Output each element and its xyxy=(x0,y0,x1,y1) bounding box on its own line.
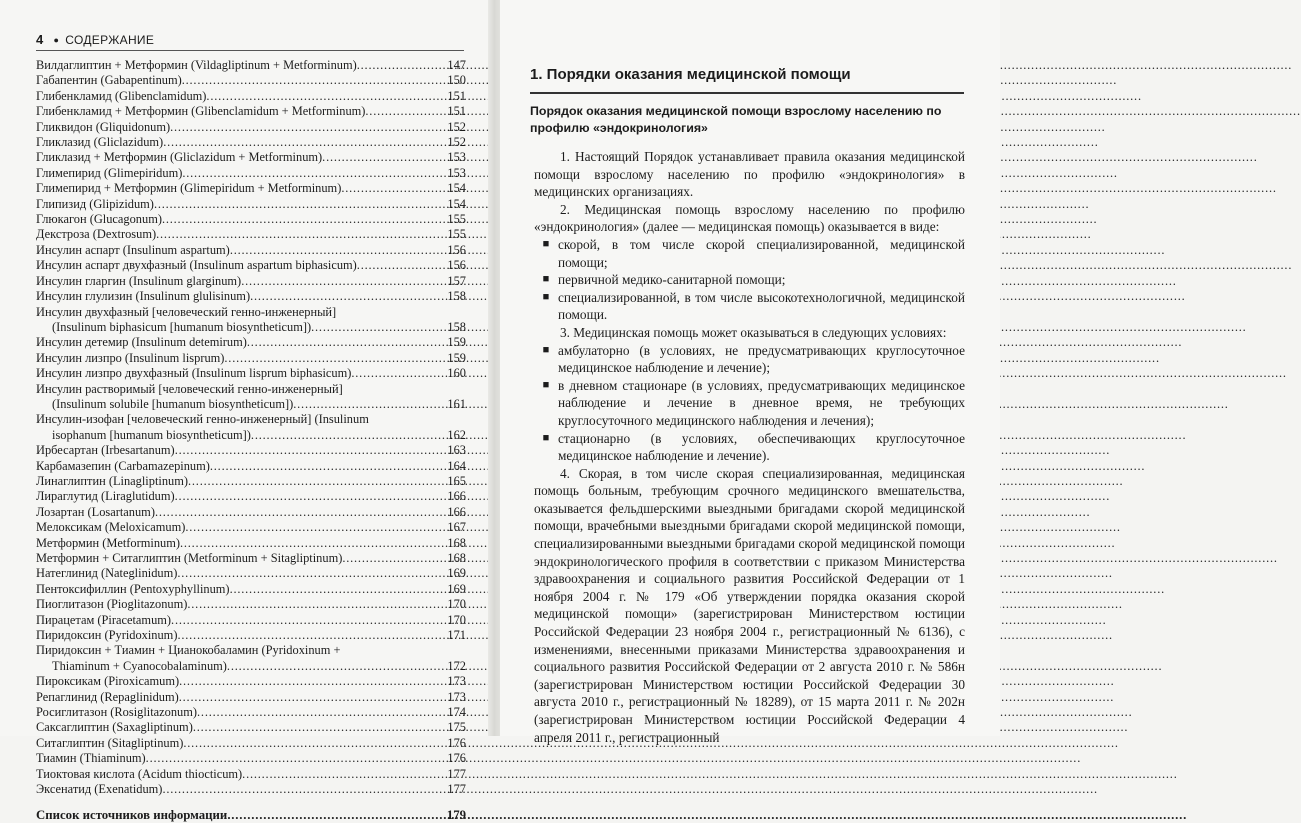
toc-entry-title: Thiaminum + Cyanocobalaminum) xyxy=(52,658,227,673)
toc-entry-title: Глимепирид + Метформин (Glimepiridum + Metforminum) xyxy=(36,181,342,196)
toc-entry xyxy=(36,659,466,674)
dot-leader xyxy=(154,197,442,212)
toc-entry-title: isophanum [humanum biosyntheticum]) xyxy=(52,427,251,442)
dot-leader xyxy=(146,751,442,766)
toc-entry xyxy=(36,289,466,304)
toc-page-number: 162 xyxy=(447,427,466,442)
paragraph-1: 1. Настоящий Порядок устанавливает правила оказания медицинской помощи взрослому населению по профилю «эндокринология» в медицинских организациях. xyxy=(534,149,965,200)
toc-page-number: 168 xyxy=(447,551,466,565)
toc-page-number: 155 xyxy=(447,212,466,227)
toc-entry xyxy=(36,258,466,273)
toc-page-number: 163 xyxy=(447,443,466,458)
toc-page-number: 176 xyxy=(447,735,466,750)
toc-entry-title: Инсулин лизпро (Insulinum lisprum) xyxy=(36,350,225,365)
toc-entry xyxy=(36,536,466,551)
dot-leader xyxy=(242,767,442,782)
toc-entry xyxy=(36,382,466,397)
dot-leader xyxy=(162,782,442,797)
dot-leader xyxy=(182,73,442,88)
toc-entry-title: Глипизид (Glipizidum) xyxy=(36,196,154,211)
toc-entry xyxy=(36,104,466,119)
toc-entry-title: Пентоксифиллин (Pentoxyphyllinum) xyxy=(36,581,230,596)
toc-page-number: 177 xyxy=(447,782,466,797)
dot-leader xyxy=(177,566,442,581)
toc-page-number: 159 xyxy=(447,350,466,365)
toc-entry xyxy=(36,782,466,797)
toc-page-number: 165 xyxy=(447,473,466,488)
dot-leader xyxy=(227,808,442,823)
toc-entry-title: Пирацетам (Piracetamum) xyxy=(36,612,172,627)
dot-leader xyxy=(351,366,442,381)
toc-entry-title: Метформин + Ситаглиптин (Metforminum + Sitagliptinum) xyxy=(36,551,343,565)
toc-entry xyxy=(36,751,466,766)
toc-entry-title: Гликлазид + Метформин (Gliclazidum + Metforminum) xyxy=(36,150,323,165)
toc-page-number: 173 xyxy=(447,674,466,689)
toc-entry-title: Эксенатид (Exenatidum) xyxy=(36,782,163,797)
list-item: ■ стационарно (в условиях, обеспечивающих круглосуточное медицинское наблюдение и лечение). xyxy=(534,430,965,465)
toc-page-number: 169 xyxy=(447,581,466,596)
dot-leader xyxy=(357,58,442,73)
list-item: ■ специализированной, в том числе высокотехнологичной, медицинской помощи. xyxy=(534,289,965,324)
toc-page-number: 156 xyxy=(447,258,466,273)
toc-entry xyxy=(36,628,466,643)
toc-page-number: 168 xyxy=(447,535,466,550)
toc-entry xyxy=(36,305,466,320)
toc-entry-title: Инсулин двухфазный [человеческий генно-инженерный] xyxy=(36,304,337,319)
toc-entry xyxy=(36,551,466,566)
dot-leader xyxy=(175,443,442,458)
dot-leader xyxy=(230,582,442,597)
toc-entry xyxy=(36,181,466,196)
toc-page-number: 166 xyxy=(447,489,466,504)
toc-page-number: 152 xyxy=(447,119,466,134)
dot-leader xyxy=(162,212,442,227)
dot-leader xyxy=(193,720,442,735)
toc-page-number: 159 xyxy=(447,335,466,350)
toc-entry-title: Пиридоксин (Pyridoxinum) xyxy=(36,628,178,643)
toc-entry-title: Лозартан (Losartanum) xyxy=(36,504,155,519)
bullet-square-icon: ■ xyxy=(542,343,550,356)
toc-entry-title: Глюкагон (Glucagonum) xyxy=(36,212,162,227)
toc-entry-title: Натеглинид (Nateglinidum) xyxy=(36,566,178,581)
toc-entry-title: Инсулин гларгин (Insulinum glarginum) xyxy=(36,273,242,288)
toc-page-number: 172 xyxy=(447,658,466,673)
toc-entry-title: Пиоглитазон (Pioglitazonum) xyxy=(36,597,188,612)
toc-page-number: 160 xyxy=(447,366,466,381)
dot-leader xyxy=(170,120,442,135)
bullet-square-icon: ■ xyxy=(542,237,550,250)
list-item: ■ амбулаторно (в условиях, не предусматривающих круглосуточное медицинское наблюдение и лечение); xyxy=(534,342,965,377)
toc-entry-title: Инсулин растворимый [человеческий генно-инженерный] xyxy=(36,381,343,396)
toc-entry-title: Ирбесартан (Irbesartanum) xyxy=(36,443,175,458)
list-item: ■ скорой, в том числе скорой специализированной, медицинской помощи; xyxy=(534,236,965,271)
toc-entry-title: Мелоксикам (Meloxicamum) xyxy=(36,520,186,535)
toc-page-number: 167 xyxy=(447,520,466,535)
toc-entry xyxy=(36,320,466,335)
toc-entry xyxy=(36,505,466,520)
dot-leader xyxy=(247,335,442,350)
toc-entry-title: Лираглутид (Liraglutidum) xyxy=(36,489,175,504)
toc-entry xyxy=(36,443,466,458)
toc-entry xyxy=(36,351,466,366)
toc-page-number: 175 xyxy=(447,720,466,735)
toc-entry-title: Гликвидон (Gliquidonum) xyxy=(36,119,171,134)
section-divider xyxy=(530,92,964,94)
subsection-title: Порядок оказания медицинской помощи взрослому населению по профилю «эндокринология» xyxy=(530,104,942,135)
toc-entry xyxy=(36,212,466,227)
toc-entry xyxy=(36,808,466,823)
bullet-square-icon: ■ xyxy=(542,273,550,286)
dot-leader xyxy=(241,274,442,289)
list-item: ■ в дневном стационаре (в условиях, предусматривающих медицинское наблюдение и лечение в дневное время, не требующих круглосуточного медицинского наблюдения и лечения); xyxy=(534,377,965,430)
dot-leader xyxy=(250,289,442,304)
toc-entry xyxy=(36,120,466,135)
toc-page-number: 158 xyxy=(447,289,466,304)
dot-leader xyxy=(179,690,442,705)
section-label: СОДЕРЖАНИЕ xyxy=(65,32,155,47)
dot-leader xyxy=(293,397,442,412)
left-page xyxy=(0,0,490,822)
toc-entry xyxy=(36,397,466,412)
toc-entry xyxy=(36,58,466,73)
dot-leader xyxy=(179,674,442,689)
toc-entry-title: Саксаглиптин (Saxagliptinum) xyxy=(36,720,193,735)
toc-entry-title: Карбамазепин (Carbamazepinum) xyxy=(36,458,210,473)
toc-entry xyxy=(36,736,466,751)
toc-entry xyxy=(36,89,466,104)
toc-entry xyxy=(36,459,466,474)
toc-entry-title: Инсулин аспарт двухфазный (Insulinum aspartum biphasicum) xyxy=(36,258,357,273)
toc-page-number: 155 xyxy=(447,227,466,242)
toc-entry-title: Инсулин глулизин (Insulinum glulisinum) xyxy=(36,289,251,304)
toc-entry xyxy=(36,566,466,581)
toc-entry-title: Инсулин детемир (Insulinum detemirum) xyxy=(36,335,247,350)
toc-entry-title: Инсулин-изофан [человеческий генно-инженерный] (Insulinum xyxy=(36,412,369,427)
dot-leader xyxy=(163,135,442,150)
toc-page-number: 176 xyxy=(447,751,466,766)
dot-leader xyxy=(251,428,442,443)
toc-entry-title: Вилдаглиптин + Метформин (Vildagliptinum + Metforminum) xyxy=(36,58,357,72)
paragraph-2: 2. Медицинская помощь взрослому населению по профилю «эндокринология» (далее — медицинская помощь) оказывается в виде: xyxy=(534,201,965,235)
dot-leader xyxy=(342,551,442,566)
toc-entry-title: Глибенкламид + Метформин (Glibenclamidum + Metforminum) xyxy=(36,104,366,119)
toc-entry xyxy=(36,690,466,705)
toc-page-number: 154 xyxy=(447,196,466,211)
toc-page-number: 157 xyxy=(447,273,466,288)
toc-page-number: 153 xyxy=(447,150,466,165)
dot-leader xyxy=(365,104,442,119)
toc-page-number: 174 xyxy=(447,705,466,720)
dot-leader xyxy=(206,89,442,104)
dot-leader xyxy=(175,489,442,504)
toc-entry xyxy=(36,520,466,535)
toc-page-number: 177 xyxy=(447,766,466,781)
toc-page-number: 156 xyxy=(447,242,466,257)
section-title: 1. Порядки оказания медицинской помощи xyxy=(530,66,851,83)
dot-leader xyxy=(188,474,442,489)
toc-entry xyxy=(36,643,466,658)
bullet-square-icon: ■ xyxy=(542,378,550,391)
page-header xyxy=(36,32,154,47)
list-item: ■ первичной медико-санитарной помощи; xyxy=(534,271,965,289)
dot-leader xyxy=(180,536,442,551)
toc-entry-title: Тиоктовая кислота (Acidum thiocticum) xyxy=(36,766,243,781)
bullet-square-icon: ■ xyxy=(542,290,550,303)
toc-page-number: 151 xyxy=(447,104,466,119)
toc-entry-title: Глимепирид (Glimepiridum) xyxy=(36,165,183,180)
toc-entry-title: Линаглиптин (Linagliptinum) xyxy=(36,473,188,488)
dot-leader xyxy=(183,736,442,751)
paragraph-4: 4. Скорая, в том числе скорая специализированная, медицинская помощь больным, требующим срочного медицинского вмешательства, оказывается фельдшерскими выездными бригадами скорой медицинской помощи, врачебными выездными бригадами скорой медицинской помощи, специализированными выездными бригадами скорой медицинской помощи эндокринологического профиля в соответствии с приказом Министерства здравоохранения и социального развития Российской Федерации от 1 ноября 2004 г. № 179 «Об утверждении порядка оказания скорой медицинской помощи» (зарегистрирован Министерством юстиции Российской Федерации 23 ноября 2004 г., регистрационный № 6136), с изменениями, внесенными приказами Министерства здравоохранения и социального развития Российской Федерации от 2 августа 2010 г. № 586н (зарегистрирован Министерством юстиции Российской Федерации 30 августа 2010 г., регистрационный № 18289), от 15 марта 2011 г. № 202н (зарегистрирован Министерством юстиции Российской Федерации 4 апреля 2011 г., регистрационный xyxy=(534,465,965,745)
toc-page-number: 170 xyxy=(447,612,466,627)
toc-entry-title: Пиридоксин + Тиамин + Цианокобаламин (Pyridoxinum + xyxy=(36,643,341,658)
toc-page-number: 169 xyxy=(447,566,466,581)
paragraph-3: 3. Медицинская помощь может оказываться в следующих условиях: xyxy=(560,324,947,340)
dot-leader xyxy=(156,227,442,242)
toc-entry-title: Список источников информации xyxy=(36,807,228,822)
toc-entry xyxy=(36,197,466,212)
toc-page-number: 161 xyxy=(447,396,466,411)
dot-leader xyxy=(322,150,442,165)
dot-leader xyxy=(155,505,442,520)
toc-entry-title: Пироксикам (Piroxicamum) xyxy=(36,674,180,689)
toc-entry xyxy=(36,720,466,735)
toc-entry xyxy=(36,335,466,350)
toc-entry-title: (Insulinum biphasicum [humanum biosyntheticum]) xyxy=(52,319,312,334)
toc-entry-title: Инсулин лизпро двухфазный (Insulinum lisprum biphasicum) xyxy=(36,366,352,381)
dot-leader xyxy=(341,181,442,196)
dot-leader xyxy=(210,459,442,474)
dot-leader xyxy=(311,320,442,335)
toc-page-number: 170 xyxy=(447,597,466,612)
toc-entry xyxy=(36,412,466,427)
toc-entry xyxy=(36,274,466,289)
table-of-contents xyxy=(36,58,466,823)
dot-leader xyxy=(187,597,442,612)
toc-entry xyxy=(36,166,466,181)
toc-entry-title: Репаглинид (Repaglinidum) xyxy=(36,689,179,704)
toc-page-number: 166 xyxy=(447,504,466,519)
body-text xyxy=(534,148,965,746)
toc-entry xyxy=(36,489,466,504)
toc-entry xyxy=(36,705,466,720)
dot-leader xyxy=(197,705,442,720)
dot-leader xyxy=(357,258,442,273)
dot-leader xyxy=(230,243,442,258)
toc-page-number: 158 xyxy=(447,319,466,334)
toc-entry-title: (Insulinum solubile [humanum biosyntheticum]) xyxy=(52,396,294,411)
toc-entry-title: Декстроза (Dextrosum) xyxy=(36,227,157,242)
dot-leader xyxy=(177,628,442,643)
toc-entry-title: Гликлазид (Gliclazidum) xyxy=(36,135,164,150)
toc-page-number: 154 xyxy=(447,181,466,196)
toc-entry xyxy=(36,243,466,258)
dot-leader xyxy=(224,351,442,366)
toc-entry-title: Ситаглиптин (Sitagliptinum) xyxy=(36,735,184,750)
toc-page-number: 150 xyxy=(447,73,466,88)
toc-entry xyxy=(36,366,466,381)
toc-page-number: 153 xyxy=(447,165,466,180)
toc-entry-title: Инсулин аспарт (Insulinum aspartum) xyxy=(36,242,230,257)
toc-entry xyxy=(36,582,466,597)
toc-page-number: 179 xyxy=(446,807,466,822)
dot-leader xyxy=(171,613,442,628)
toc-entry-title: Глибенкламид (Glibenclamidum) xyxy=(36,88,207,103)
toc-page-number: 151 xyxy=(447,88,466,103)
toc-page-number: 152 xyxy=(447,135,466,150)
toc-page-number: 173 xyxy=(447,689,466,704)
toc-entry-title: Росиглитазон (Rosiglitazonum) xyxy=(36,705,198,720)
header-divider xyxy=(36,50,464,51)
toc-entry xyxy=(36,150,466,165)
toc-page-number: 147 xyxy=(447,58,466,72)
bullet-icon: ● xyxy=(53,34,60,45)
toc-entry xyxy=(36,73,466,88)
toc-entry-title: Тиамин (Thiaminum) xyxy=(36,751,146,766)
toc-entry xyxy=(36,428,466,443)
toc-entry xyxy=(36,135,466,150)
toc-entry xyxy=(36,767,466,782)
toc-page-number: 164 xyxy=(447,458,466,473)
bullet-square-icon: ■ xyxy=(542,431,550,444)
dot-leader xyxy=(185,520,442,535)
toc-entry xyxy=(36,674,466,689)
dot-leader xyxy=(182,166,442,181)
toc-entry-title: Метформин (Metforminum) xyxy=(36,535,180,550)
dot-leader xyxy=(227,659,442,674)
toc-entry-title: Габапентин (Gabapentinum) xyxy=(36,73,182,88)
page-number: 4 xyxy=(36,32,44,47)
toc-entry xyxy=(36,613,466,628)
toc-entry xyxy=(36,597,466,612)
toc-entry xyxy=(36,227,466,242)
toc-entry xyxy=(36,474,466,489)
toc-page-number: 171 xyxy=(447,628,466,643)
